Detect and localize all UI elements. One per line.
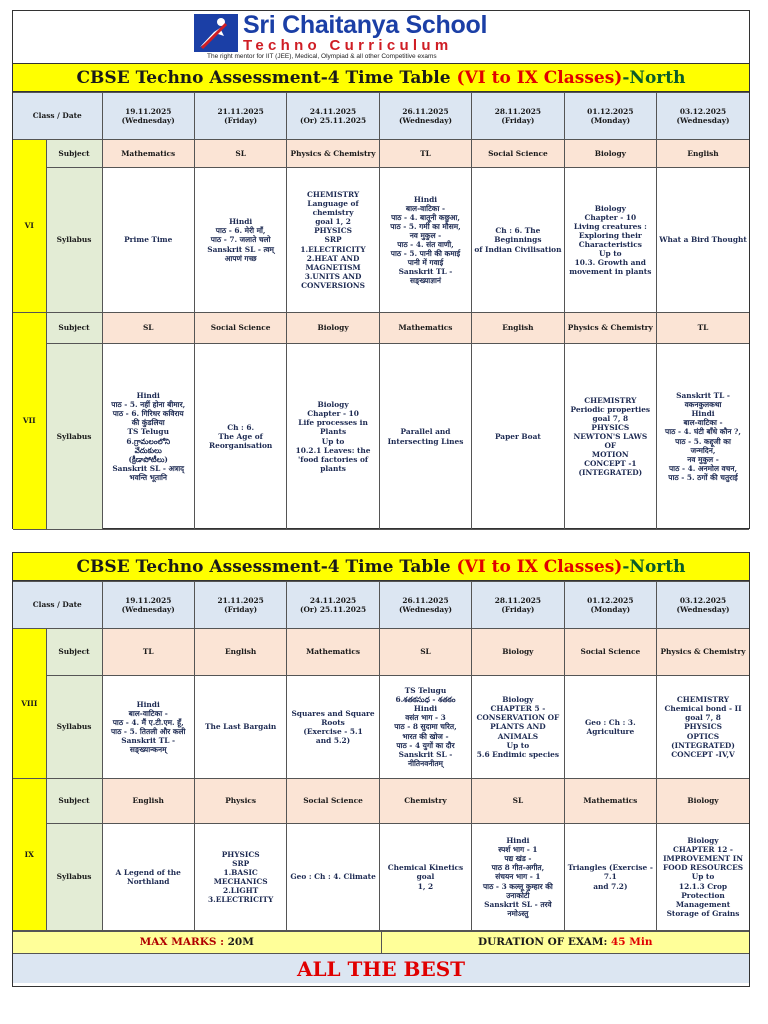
exam-day: (Friday) — [224, 116, 258, 125]
date-header — [564, 582, 656, 629]
syllabus-label: Syllabus — [46, 676, 102, 779]
school-logo — [194, 14, 238, 52]
exam-day: (Or) 25.11.2025 — [299, 605, 367, 614]
date-header — [102, 582, 194, 629]
syllabus-cell: Parallel and Intersecting Lines — [379, 344, 471, 530]
syllabus-cell: Geo : Ch : 3. Agriculture — [564, 676, 656, 779]
exam-info — [13, 931, 749, 953]
subject-cell: TL — [657, 313, 749, 344]
subject-cell: SL — [472, 779, 564, 824]
subject-cell: English — [657, 140, 749, 168]
class-label: VIII — [13, 629, 46, 779]
exam-date: 26.11.2025 — [402, 106, 449, 116]
exam-day: (Monday) — [590, 116, 631, 125]
subject-cell: English — [472, 313, 564, 344]
exam-date: 19.11.2025 — [125, 106, 172, 116]
syllabus-cell: TS Telugu 6.శతకసుధ - శతకం Hindi वसंत भाग - 3 पाठ - 8 सुदामा चरित, भारत की खोज - पाठ - 4 युगों का दौर Sanskrit SL - नीतिनवनीतम् — [379, 676, 471, 779]
subject-cell: Biology — [472, 629, 564, 676]
syllabus-label: Syllabus — [46, 168, 102, 313]
date-header — [657, 582, 749, 629]
syllabus-cell: CHEMISTRY Periodic properties goal 7, 8 PHYSICS NEWTON'S LAWS OF MOTION CONCEPT -1 (INTEGRATED) — [564, 344, 656, 530]
brand-curriculum: Techno Curriculum — [243, 37, 453, 54]
exam-day: (Wednesday) — [121, 116, 175, 125]
exam-date: 01.12.2025 — [587, 595, 634, 605]
timetable-vi-vii — [13, 92, 749, 530]
syllabus-cell: Hindi बाल-वाटिका - पाठ - 4. मैं ए.टी.एम. हूँ, पाठ - 5. तितली और कली Sanskrit TL - सङ्ख्यान्कनम् — [102, 676, 194, 779]
subject-label: Subject — [46, 629, 102, 676]
syllabus-cell: Hindi पाठ - 6. मेरी माँ, पाठ - 7. जलाते चलो Sanskrit SL - त्वम् आपणं गच्छ — [194, 168, 286, 313]
syllabus-cell: Biology CHAPTER 12 - IMPROVEMENT IN FOOD RESOURCES Up to 12.1.3 Crop Protection Management Storage of Grains — [657, 824, 749, 931]
class-date-header: Class / Date — [13, 93, 102, 140]
class-date-header: Class / Date — [13, 582, 102, 629]
class-label: VI — [13, 140, 46, 313]
date-header — [102, 93, 194, 140]
exam-day: (Wednesday) — [121, 605, 175, 614]
syllabus-cell: CHEMISTRY Chemical bond - II goal 7, 8 PHYSICS OPTICS (INTEGRATED) CONCEPT -IV,V — [657, 676, 749, 779]
date-header — [657, 93, 749, 140]
exam-day: (Monday) — [590, 605, 631, 614]
date-header — [194, 93, 286, 140]
syllabus-cell: Chemical Kinetics goal 1, 2 — [379, 824, 471, 931]
subject-label: Subject — [46, 140, 102, 168]
brand-name: Sri Chaitanya School — [243, 11, 488, 39]
subject-label: Subject — [46, 313, 102, 344]
subject-cell: TL — [379, 140, 471, 168]
exam-day: (Wednesday) — [676, 116, 730, 125]
syllabus-cell: PHYSICS SRP 1.BASIC MECHANICS 2.LIGHT 3.ELECTRICITY — [194, 824, 286, 931]
syllabus-cell: The Last Bargain — [194, 676, 286, 779]
page-title: CBSE Techno Assessment-4 Time Table (VI to IX Classes)-North — [13, 64, 749, 92]
subject-cell: English — [194, 629, 286, 676]
subject-cell: Physics & Chemistry — [564, 313, 656, 344]
brand-tagline: The right mentor for IIT (JEE), Medical, Olympiad & all other Competitive exams — [207, 53, 437, 60]
exam-date: 03.12.2025 — [679, 595, 727, 605]
subject-cell: Mathematics — [102, 140, 194, 168]
syllabus-cell: What a Bird Thought — [657, 168, 749, 313]
syllabus-cell: Prime Time — [102, 168, 194, 313]
subject-cell: Mathematics — [379, 313, 471, 344]
exam-day: (Friday) — [224, 605, 258, 614]
subject-cell: Physics & Chemistry — [287, 140, 379, 168]
subject-cell: Social Science — [287, 779, 379, 824]
syllabus-cell: Ch : 6. The Beginnings of Indian Civilisation — [472, 168, 564, 313]
subject-cell: SL — [379, 629, 471, 676]
syllabus-cell: Squares and Square Roots (Exercise - 5.1 and 5.2) — [287, 676, 379, 779]
subject-cell: Physics — [194, 779, 286, 824]
subject-cell: Social Science — [194, 313, 286, 344]
date-header — [564, 93, 656, 140]
syllabus-cell: Triangles (Exercise - 7.1 and 7.2) — [564, 824, 656, 931]
subject-cell: Biology — [564, 140, 656, 168]
subject-cell: Biology — [657, 779, 749, 824]
class-label: VII — [13, 313, 46, 530]
syllabus-cell: Biology Chapter - 10 Living creatures : Exploring their Characteristics Up to 10.3. Growth and movement in plants — [564, 168, 656, 313]
date-header — [472, 582, 564, 629]
subject-cell: Biology — [287, 313, 379, 344]
exam-day: (Or) 25.11.2025 — [299, 116, 367, 125]
exam-date: 21.11.2025 — [217, 106, 264, 116]
max-marks: MAX MARKS : 20M — [13, 932, 381, 953]
all-the-best-banner: ALL THE BEST — [13, 953, 749, 983]
timetable-card-2 — [12, 552, 750, 987]
exam-day: (Friday) — [501, 116, 535, 125]
date-header — [379, 582, 471, 629]
exam-day: (Wednesday) — [398, 116, 452, 125]
syllabus-cell: Hindi स्पर्श भाग - 1 पद्य खंड - पाठ 8 गीत-अगीत, संचयन भाग - 1 पाठ - 3 कल्लू कुम्हार की उनाकोटी Sanskrit SL - तरवे नमोऽस्तु — [472, 824, 564, 931]
syllabus-cell: Geo : Ch : 4. Climate — [287, 824, 379, 931]
page-title-2: CBSE Techno Assessment-4 Time Table (VI to IX Classes)-North — [13, 553, 749, 581]
date-header — [472, 93, 564, 140]
syllabus-cell: Hindi बाल-वाटिका - पाठ - 4. बातूनी कछुआ, पाठ - 5. गर्मी का मौसम, नव मुकुल - पाठ - 4. संत वाणी, पाठ - 5. पानी की कमाई पानी में गवाई Sanskrit TL - सङ्ख्याज्ञानं — [379, 168, 471, 313]
exam-day: (Wednesday) — [398, 605, 452, 614]
exam-date: 24.11.2025 — [309, 106, 357, 116]
exam-day: (Friday) — [501, 605, 535, 614]
syllabus-cell: CHEMISTRY Language of chemistry goal 1, 2 PHYSICS SRP 1.ELECTRICITY 2.HEAT AND MAGNETISM 3.UNITS AND CONVERSIONS — [287, 168, 379, 313]
subject-cell: English — [102, 779, 194, 824]
timetable-viii-ix — [13, 581, 749, 931]
subject-cell: Chemistry — [379, 779, 471, 824]
syllabus-cell: Biology CHAPTER 5 - CONSERVATION OF PLANTS AND ANIMALS Up to 5.6 Endimic species — [472, 676, 564, 779]
exam-date: 28.11.2025 — [494, 595, 542, 605]
subject-cell: Social Science — [472, 140, 564, 168]
exam-date: 28.11.2025 — [494, 106, 542, 116]
subject-label: Subject — [46, 779, 102, 824]
subject-cell: Social Science — [564, 629, 656, 676]
exam-date: 26.11.2025 — [402, 595, 449, 605]
date-header — [287, 582, 379, 629]
subject-cell: Mathematics — [287, 629, 379, 676]
subject-cell: Mathematics — [564, 779, 656, 824]
syllabus-label: Syllabus — [46, 344, 102, 530]
subject-cell: Physics & Chemistry — [657, 629, 749, 676]
exam-date: 24.11.2025 — [309, 595, 357, 605]
exam-day: (Wednesday) — [676, 605, 730, 614]
syllabus-label: Syllabus — [46, 824, 102, 931]
date-header — [287, 93, 379, 140]
syllabus-cell: A Legend of the Northland — [102, 824, 194, 931]
syllabus-cell: Hindi पाठ - 5. नहीं होना बीमार, पाठ - 6. गिरिधर कविराय की कुंडलिया TS Telugu 6.గ్రామలంలోని వేదుకులు (క్రీడాపోటీలు) Sanskrit SL - अत्राद् भवन्ति भूतानि — [102, 344, 194, 530]
date-header — [379, 93, 471, 140]
exam-date: 01.12.2025 — [587, 106, 634, 116]
exam-date: 21.11.2025 — [217, 595, 264, 605]
school-header — [13, 11, 749, 64]
syllabus-cell: Biology Chapter - 10 Life processes in Plants Up to 10.2.1 Leaves: the 'food factories of plants — [287, 344, 379, 530]
subject-cell: SL — [194, 140, 286, 168]
exam-date: 19.11.2025 — [125, 595, 172, 605]
syllabus-cell: Paper Boat — [472, 344, 564, 530]
date-header — [194, 582, 286, 629]
timetable-card-1 — [12, 10, 750, 529]
syllabus-cell: Sanskrit TL - वकनकुलकथा Hindi बाल-वाटिका - पाठ - 4. घंटी बाँधे कौन ?, पाठ - 5. कद्दूजी का जन्मदिन, नव मुकुल - पाठ - 4. अनमोल वचन, पाठ - 5. ठगों की चतुराई — [657, 344, 749, 530]
subject-cell: SL — [102, 313, 194, 344]
syllabus-cell: Ch : 6. The Age of Reorganisation — [194, 344, 286, 530]
exam-date: 03.12.2025 — [679, 106, 727, 116]
class-label: IX — [13, 779, 46, 931]
exam-duration: DURATION OF EXAM: 45 Min — [381, 932, 749, 953]
subject-cell: TL — [102, 629, 194, 676]
